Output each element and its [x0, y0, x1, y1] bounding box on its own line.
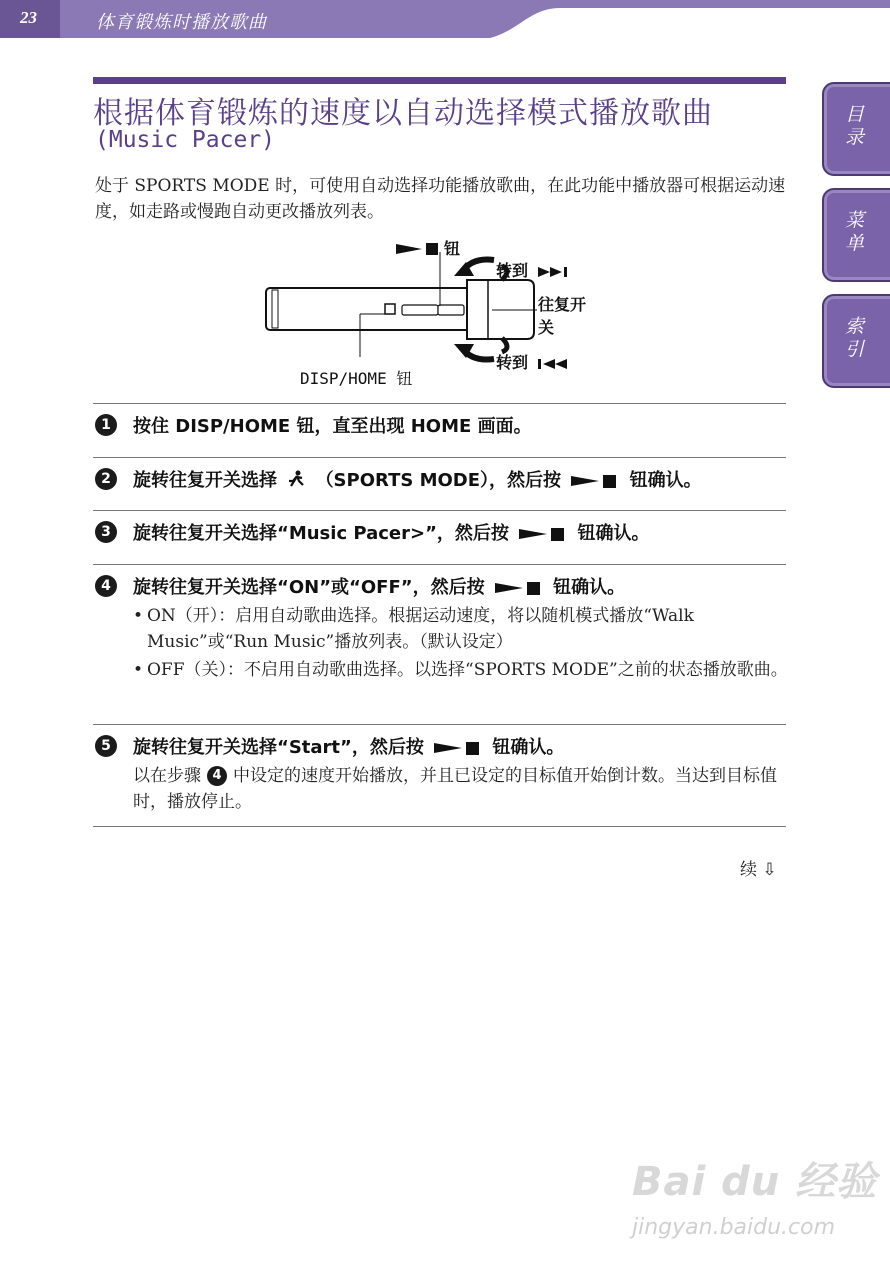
jog-switch-label: 往复开关: [538, 295, 587, 337]
play-stop-button-label: 钮: [392, 236, 460, 260]
divider: [93, 724, 786, 725]
play-stop-icon: [519, 525, 567, 546]
divider: [93, 564, 786, 565]
bullet-text: OFF（关）：不启用自动歌曲选择。以选择“SPORTS MODE”之前的状态播放歌曲。: [147, 660, 788, 680]
step-text: 按住 DISP/HOME 钮，直至出现 HOME 画面。: [133, 416, 532, 437]
watermark-logo: Bai du 经验: [632, 1159, 878, 1205]
page-number: 23: [20, 8, 37, 27]
tab-contents[interactable]: [822, 82, 890, 176]
title-rule: [93, 77, 786, 84]
bullet-dot: •: [133, 660, 144, 680]
continue-link[interactable]: 续 ⇩: [740, 860, 777, 880]
step-number: 5: [95, 735, 117, 757]
header-bar: [0, 0, 890, 38]
step-text: 旋转往复开关选择“ON”或“OFF”，然后按 钮确认。: [133, 577, 626, 598]
bullet-off: [133, 657, 793, 683]
next-track-icon: [538, 263, 572, 282]
goto-prev-label: 转到: [496, 350, 576, 374]
prev-track-icon: [538, 355, 572, 374]
disp-home-label: DISP/HOME 钮: [300, 369, 413, 388]
tab-index-label: 索引: [842, 316, 864, 362]
step-text: 旋转往复开关选择“Start”，然后按 钮确认。: [133, 737, 565, 758]
play-stop-icon: [571, 472, 619, 493]
section-title: 体育锻炼时播放歌曲: [96, 12, 267, 33]
tab-contents-label: 目录: [842, 104, 864, 150]
bullet-text: ON（开）：启用自动歌曲选择。根据运动速度，将以随机模式播放“Walk Music”或“Run Music”播放列表。（默认设定）: [147, 606, 694, 652]
step-number: 3: [95, 521, 117, 543]
divider: [93, 826, 786, 827]
tab-index[interactable]: [822, 294, 890, 388]
running-person-icon: [287, 470, 305, 493]
page-title: 根据体育锻炼的速度以自动选择模式播放歌曲: [93, 96, 713, 131]
watermark-url: jingyan.baidu.com: [632, 1215, 836, 1240]
goto-next-label: 转到: [496, 258, 576, 282]
play-stop-icon: [396, 241, 440, 260]
play-stop-icon: [434, 739, 482, 760]
step-5-description: 以在步骤 4 中设定的速度开始播放，并且已设定的目标值开始倒计数。当达到目标值时，播放停止。: [133, 766, 777, 812]
step-reference: 4: [207, 766, 227, 786]
bullet-on: [133, 603, 793, 655]
page-subtitle: (Music Pacer): [95, 127, 276, 153]
step-number: 1: [95, 414, 117, 436]
divider: [93, 403, 786, 404]
step-text: 旋转往复开关选择 （SPORTS MODE），然后按 钮确认。: [133, 470, 702, 491]
divider: [93, 457, 786, 458]
step-number: 2: [95, 468, 117, 490]
step-text: 旋转往复开关选择“Music Pacer>”，然后按 钮确认。: [133, 523, 650, 544]
step-number: 4: [95, 575, 117, 597]
tab-menu-label: 菜单: [842, 210, 864, 256]
divider: [93, 510, 786, 511]
device-diagram: [262, 232, 592, 396]
play-stop-icon: [495, 579, 543, 600]
intro-paragraph: 处于 SPORTS MODE 时，可使用自动选择功能播放歌曲，在此功能中播放器可根据运动速度，如走路或慢跑自动更改播放列表。: [95, 176, 786, 222]
bullet-dot: •: [133, 606, 144, 626]
tab-menu[interactable]: [822, 188, 890, 282]
